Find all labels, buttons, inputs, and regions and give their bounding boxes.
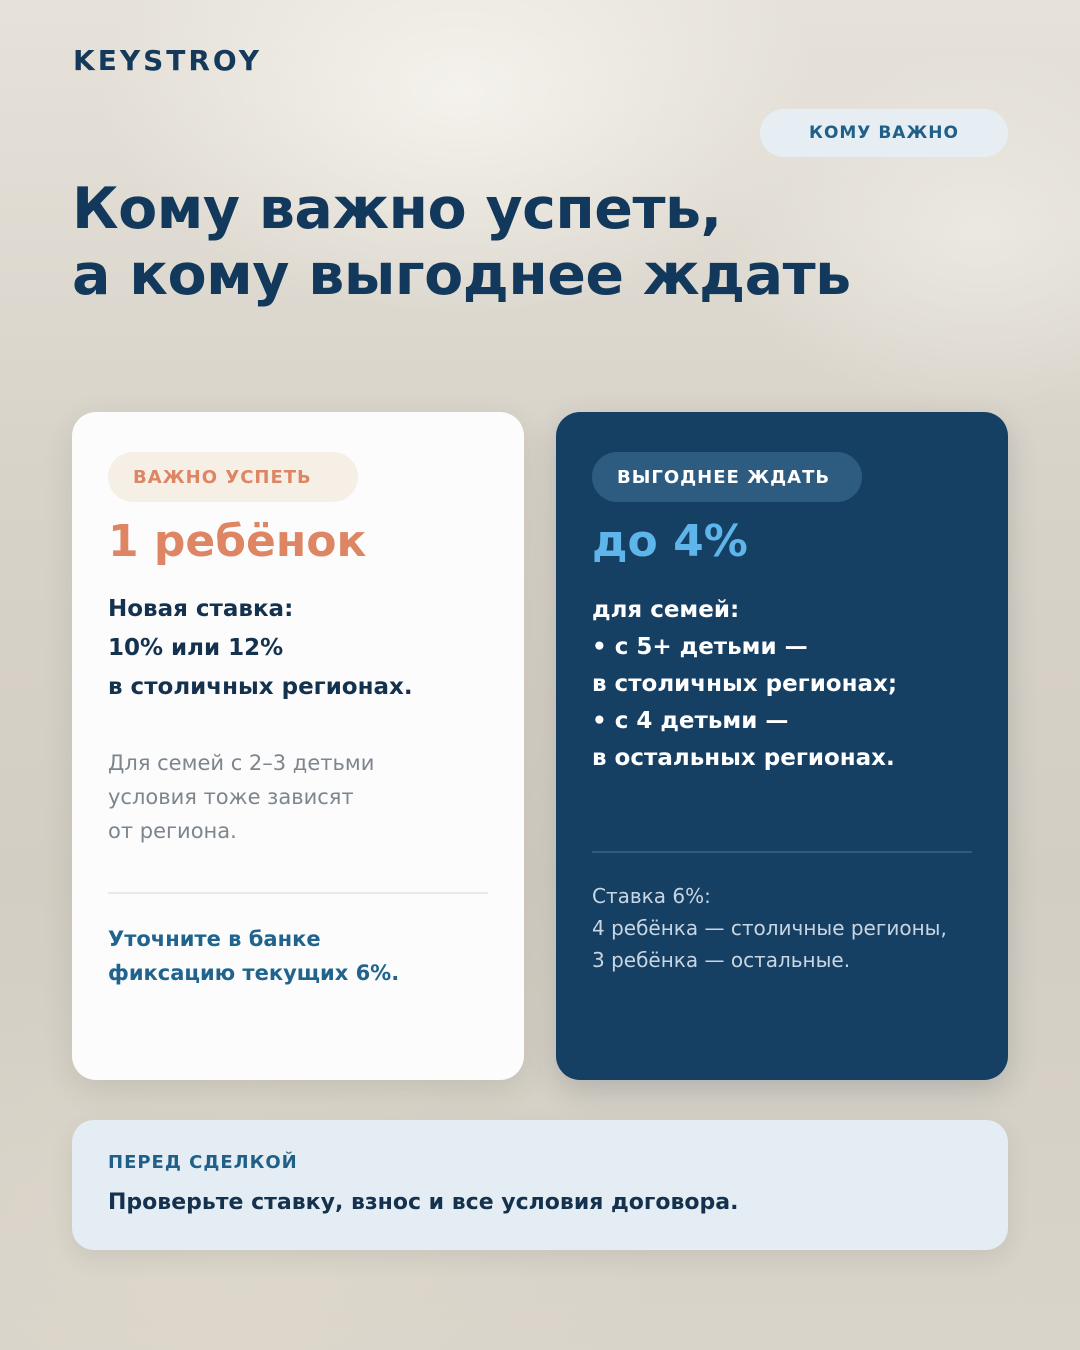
card-headline-hurry: 1 ребёнок bbox=[108, 516, 367, 567]
page-title-line-2: а кому выгоднее ждать bbox=[72, 242, 851, 308]
main-line: • с 4 детьми — bbox=[592, 708, 789, 734]
sub-line: от региона. bbox=[108, 819, 237, 843]
card-note-wait bbox=[592, 880, 992, 976]
card-divider bbox=[592, 851, 972, 853]
main-line: для семей: bbox=[592, 597, 740, 623]
before-deal-text: Проверьте ставку, взнос и все условия договора. bbox=[108, 1190, 739, 1215]
note-line: фиксацию текущих 6%. bbox=[108, 961, 400, 985]
card-divider bbox=[108, 892, 488, 894]
section-pill: КОМУ ВАЖНО bbox=[760, 109, 1008, 157]
card-headline-wait: до 4% bbox=[592, 516, 748, 567]
before-deal-label: ПЕРЕД СДЕЛКОЙ bbox=[108, 1152, 298, 1173]
card-important-hurry bbox=[72, 412, 524, 1080]
card-better-wait bbox=[556, 412, 1008, 1080]
main-line: в столичных регионах; bbox=[592, 671, 898, 697]
before-deal-card bbox=[72, 1120, 1008, 1250]
card-note-hurry bbox=[108, 922, 488, 990]
sub-line: условия тоже зависят bbox=[108, 785, 354, 809]
card-sub-text-hurry bbox=[108, 746, 468, 848]
main-line: в столичных регионах. bbox=[108, 674, 413, 700]
sub-line: Для семей с 2–3 детьми bbox=[108, 751, 375, 775]
main-line: • с 5+ детьми — bbox=[592, 634, 808, 660]
note-line: Уточните в банке bbox=[108, 927, 321, 951]
card-tag-hurry: ВАЖНО УСПЕТЬ bbox=[108, 452, 358, 502]
main-line: в остальных регионах. bbox=[592, 745, 895, 771]
brand-logo: KEYSTROY bbox=[73, 44, 263, 77]
note-line: 4 ребёнка — столичные регионы, bbox=[592, 916, 947, 940]
main-line: Новая ставка: bbox=[108, 596, 294, 622]
card-main-text-hurry bbox=[108, 590, 508, 707]
note-line: Ставка 6%: bbox=[592, 884, 711, 908]
card-tag-wait: ВЫГОДНЕЕ ЖДАТЬ bbox=[592, 452, 862, 502]
card-main-text-wait bbox=[592, 592, 992, 777]
note-line: 3 ребёнка — остальные. bbox=[592, 948, 851, 972]
page-title-line-1: Кому важно успеть, bbox=[72, 176, 722, 242]
page-title bbox=[72, 176, 972, 308]
main-line: 10% или 12% bbox=[108, 635, 284, 661]
